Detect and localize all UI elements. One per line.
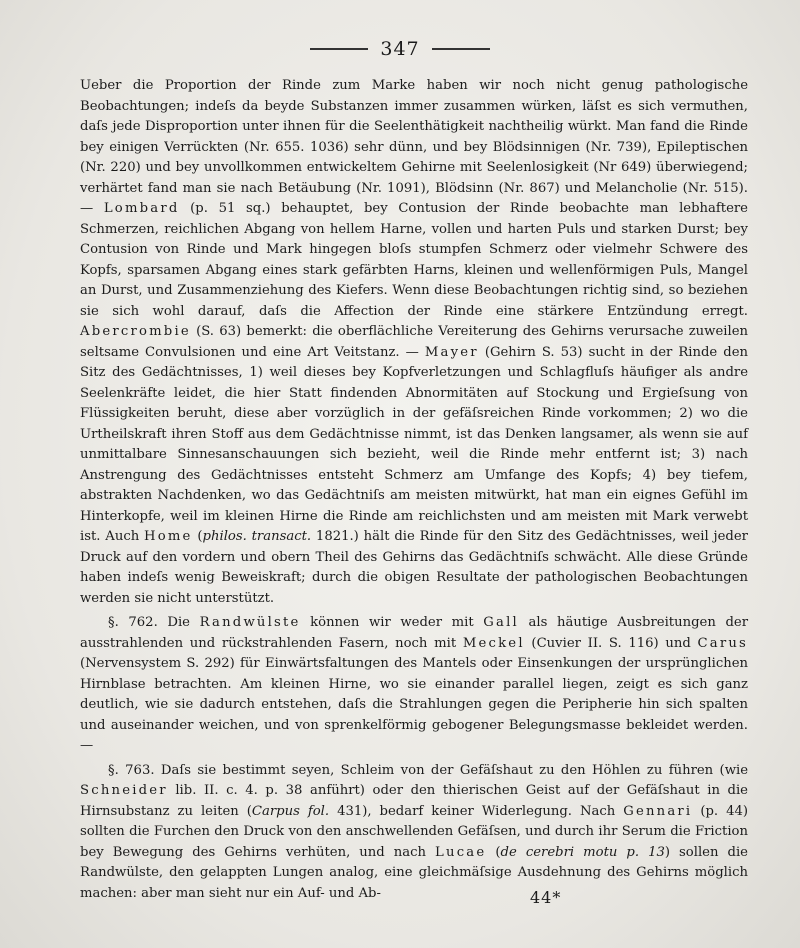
author-name: Gall (483, 615, 519, 630)
header-rule-left (310, 48, 368, 50)
body-text (80, 76, 748, 904)
citation: Carpus fol. (251, 803, 330, 819)
author-name: Home (144, 529, 193, 544)
paragraph-1: Ueber die Proportion der Rinde zum Marke haben wir noch nicht genug pathologische Beobachtungen; indeſs da beyde Substanzen immer zusammen würken, läſst es sich vermuthen, daſs jede Disproportion unter ihnen für die Seelenthätigkeit nachtheilig würkt. Man fand die Rinde bey einigen Verrückten (Nr. 655. 1036) sehr dünn, und bey Blödsinnigen (Nr. 739), Epileptischen (Nr. 220) und bey unvollkommen entwickeltem Gehirne mit Seelenlosigkeit (Nr 649) überwiegend; verhärtet fand man sie nach Betäubung (Nr. 1091), Blödsinn (Nr. 867) und Melancholie (Nr. 515). — Lombard (p. 51 sq.) behauptet, bey Contusion der Rinde beobachte man lebhaftere Schmerzen, reichlichen Abgang von hellem Harne, vollen und harten Puls und starken Durst; bey Contusion von Rinde und Mark hingegen bloſs stumpfen Schmerz oder vielmehr Schwere des Kopfs, sparsamen Abgang eines stark gefärbten Harns, kleinen und wellenförmigen Puls, Mangel an Durst, und Zusammenziehung des Kiefers. Wenn diese Beobachtungen richtig sind, so beziehen sie sich wohl darauf, daſs die Affection der Rinde eine stärkere Entzündung erregt. Abercrombie (S. 63) bemerkt: die oberflächliche Vereiterung des Gehirns verursache zuweilen seltsame Convulsionen und eine Art Veitstanz. — Mayer (Gehirn S. 53) sucht in der Rinde den Sitz des Gedächtnisses, 1) weil dieses bey Kopfverletzungen und Schlagfluſs häufiger als andre Seelenkräfte leidet, die hier Statt findenden Abnormitäten auf Stockung und Ergieſsung von Flüssigkeiten beruht, diese aber vorzüglich in der gefäſsreichen Rinde vorkommen; 2) wo die Urtheilskraft ihren Stoff aus dem Gedächtnisse nimmt, ist das Denken langsamer, als wenn sie auf unmittalbare Sinnesanschauungen sich bezieht, weil die Rinde mehr entfernt ist; 3) nach Anstrengung des Gedächtnisses entsteht Schmerz am Umfange des Kopfs; 4) bey tiefem, abstrakten Nachdenken, wo das Gedächtniſs am meisten mitwürkt, hat man ein eignes Gefühl im Hinterkopfe, weil im kleinen Hirne die Rinde am reichlichsten und am meisten mit Mark verwebt ist. Auch Home (philos. transact. 1821.) hält die Rinde für den Sitz des Gedächtnisses, weil jeder Druck auf den vordern und obern Theil des Gehirns das Gedächtniſs schwächt. Alle diese Gründe haben indeſs wenig Beweiskraft; durch die obigen Resultate der pathologischen Beobachtungen werden sie nicht unterstützt. (80, 78, 748, 606)
author-name: Meckel (462, 635, 525, 651)
author-name: Schneider (80, 783, 168, 798)
author-name: Carus (697, 635, 748, 651)
page-header (0, 38, 800, 60)
header-rule-right (432, 48, 490, 50)
author-name: Lucae (435, 844, 487, 860)
author-name: Lombard (103, 201, 180, 216)
term: Randwülste (199, 615, 301, 630)
paragraph-762: §. 762. Die Randwülste können wir weder mit Gall als häutige Ausbreitungen der ausstrahlenden und rückstrahlenden Fasern, noch mit Meckel (Cuvier II. S. 116) und Carus (Nervensystem S. 292) für Einwärtsfaltungen des Mantels oder Einsenkungen der ursprünglichen Hirnblase betrachten. Am kleinen Hirne, wo sie einander parallel liegen, zeigt es sich ganz deutlich, wie sie dadurch entstehen, daſs die Strahlungen gegen die Peripherie hin sich spalten und auseinander weichen, und von sprenkelförmig gebogener Belegungsmasse bekleidet werden. — (80, 615, 748, 753)
page-number: 347 (380, 38, 420, 60)
author-name: Abercrombie (80, 324, 191, 339)
citation: philos. transact. (202, 529, 312, 544)
author-name: Gennari (623, 803, 693, 819)
signature-mark: 44* (530, 888, 562, 907)
paragraph-763: §. 763. Daſs sie bestimmt seyen, Schleim von der Gefäſshaut zu den Höhlen zu führen (wie Schneider lib. II. c. 4. p. 38 anführt) oder den thierischen Geist auf der Gefäſshaut in die Hirnsubstanz zu leiten (Carpus fol. 431), bedarf keiner Widerlegung. Nach Gennari (p. 44) sollten die Furchen den Druck von den anschwellenden Gefäſsen, und durch ihr Serum die Friction bey Bewegung des Gehirns verhüten, und nach Lucae (de cerebri motu p. 13) sollen die Randwülste, den gelappten Lungen analog, eine gleichmäſsige Ausdehnung des Gehirns möglich machen: aber man sieht nur ein Auf- und Ab- (80, 762, 749, 901)
author-name: Mayer (424, 344, 479, 360)
citation: de cerebri motu p. 13 (500, 844, 665, 860)
